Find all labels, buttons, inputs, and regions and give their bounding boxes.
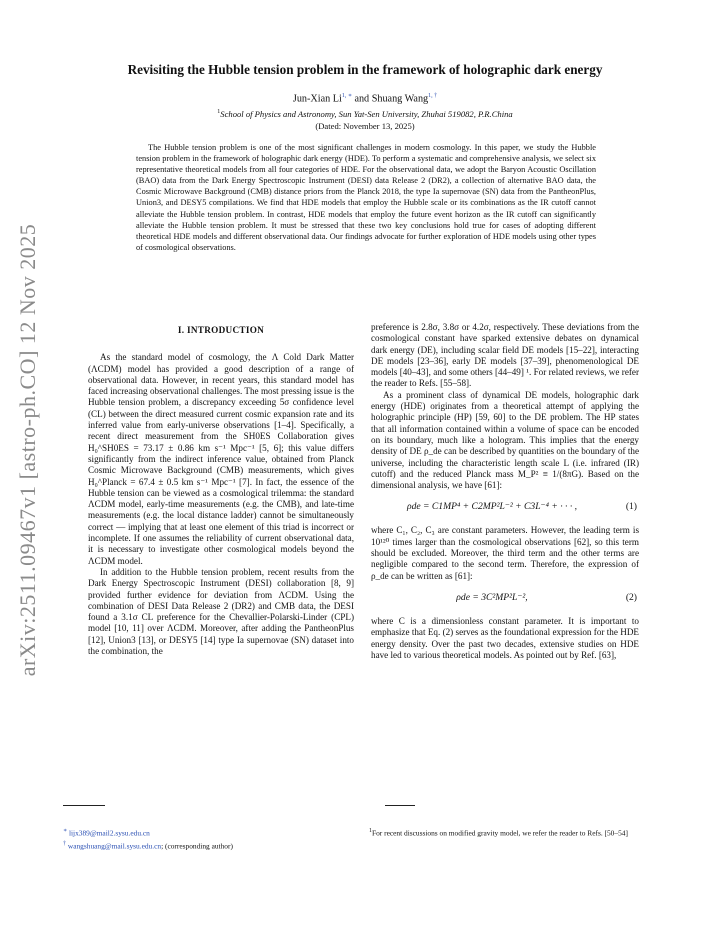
author-affil-mark[interactable]: 1, ∗ (341, 93, 352, 99)
footnote-divider (385, 805, 415, 806)
author-conjunction: and (351, 93, 372, 105)
footnote-divider (63, 805, 105, 806)
footnote-mark: † (63, 840, 66, 847)
footnote-text: For recent discussions on modified gravity model, we refer the reader to Refs. [50–54] (372, 828, 628, 838)
email-footnote (63, 839, 363, 852)
body-paragraph: where C is a dimensionless constant parameter. It is important to emphasize that Eq. (2) serves as the foundational expression for the HDE energy density. Over the past two decades, extensive studies on HDE have led to various theoretical models. As pointed out by Ref. [63], (371, 615, 639, 660)
author-list (60, 92, 670, 104)
arxiv-id-text: arXiv:2511.09467v1 [astro-ph.CO] 12 Nov 2025 (15, 223, 40, 677)
affiliation-text: School of Physics and Astronomy, Sun Yat-Sen University, Zhuhai 519082, P.R.China (220, 109, 513, 119)
email-link[interactable]: lijx389@mail2.sysu.edu.cn (68, 828, 150, 838)
intro-paragraph: As the standard model of cosmology, the Λ Cold Dark Matter (ΛCDM) model has provided a good description of a range of observational data. However, in recent years, this standard model has faced increasing observational challenges. The most pressing issue is the Hubble tension problem, a discrepancy exceeding 5σ confidence level (CL) between the direct measured current cosmic expansion rate and its inferred value from early-universe observations [1–4]. Specifically, a recent direct measurement from the SH0ES Collaboration gives H₀^SH0ES = 73.17 ± 0.86 km s⁻¹ Mpc⁻¹ [5, 6]; this value differs significantly from the indirect inference value, obtained from Planck Cosmic Microwave Background (CMB) measurements, which gives H₀^Planck = 67.4 ± 0.5 km s⁻¹ Mpc⁻¹ [7]. In fact, the essence of the Hubble tension can be viewed as a cosmological trilemma: the standard ΛCDM model, early-time measurements (e.g. the CMB), and late-time measurements (e.g. the local distance ladder) cannot be simultaneously correct — implying that at least one element of this triad is incorrect or incomplete. If one assumes the reliability of current observational data, it is necessary to investigate other cosmological models beyond the ΛCDM model. (88, 352, 354, 566)
body-paragraph: preference is 2.8σ, 3.8σ or 4.2σ, respectively. These deviations from the cosmological constant have sparked extensive debates on dynamical dark energy (DE), including scalar field DE models [15–22], interacting DE models [23–36], early DE models [37–39], phenomenological DE models [40–43], and some others [44–49] ¹. For related reviews, we refer the reader to Refs. [55–58]. (371, 322, 639, 389)
equation-number: (1) (625, 501, 637, 513)
body-paragraph: where C₁, C₂, C₃ are constant parameters. However, the leading term is 10¹²⁰ times larger than the cosmological observations [62], so this term should be excluded. Moreover, the third term and the other terms are negligible compared to the second term. Therefore, the expression of ρ_de can be written as [61]: (371, 525, 639, 581)
email-footnote (63, 826, 363, 839)
author-name: Shuang Wang (371, 93, 429, 105)
body-paragraph: As a prominent class of dynamical DE models, holographic dark energy (HDE) originates from a theoretical attempt of applying the holographic principle (HP) [59, 60] to the DE problem. The HP states that all information contained within a volume of space can be encoded on its boundary, much like a hologram. This implies that the energy density of DE ρ_de can be described by quantities on the boundary of the universe, including the characteristic length scale L (i.e. infrared (IR) cutoff) and the reduced Planck mass M_P² ≡ 1/(8πG). Based on the dimensional analysis, we have [61]: (371, 389, 639, 491)
abstract: The Hubble tension problem is one of the most significant challenges in modern cosmology. In this paper, we study the Hubble tension problem in the framework of holographic dark energy (HDE). To perform a systematic and comprehensive analysis, we select six representative theoretical models from all four categories of HDE. For the observational data, we adopt the Baryon Acoustic Oscillation (BAO) data from the Dark Energy Spectroscopic Instrument (DESI) data Release 2 (DR2), a collection of alternative BAO data, the Cosmic Microwave Background (CMB) distance priors from the Planck 2018, the type Ia supernovae (SN) data from the PantheonPlus, Union3, and DESY5 compilations. We find that HDE models that employ the Hubble scale or its combinations as the IR cutoff cannot alleviate the Hubble tension problem. In contrast, HDE models that employ the future event horizon as the IR cutoff can significantly alleviate the Hubble tension problem. It must be stressed that these two key conclusions hold true for cases of adopting different theoretical HDE models and different observational data. Our findings advocate for further exploration of HDE models using other types of cosmological observations. (136, 143, 596, 252)
footnote-mark: 1 (369, 828, 372, 834)
equation-expression: ρde = C1MP⁴ + C2MP²L⁻² + C3L⁻⁴ + · · · , (406, 501, 578, 513)
paper-title: Revisiting the Hubble tension problem in the framework of holographic dark energy (127, 62, 603, 77)
date-line: (Dated: November 13, 2025) (315, 121, 415, 131)
affiliation (60, 109, 670, 119)
affiliation-mark: 1 (217, 109, 221, 116)
left-column (88, 322, 354, 657)
right-column (371, 322, 639, 661)
email-link[interactable]: wangshuang@mail.sysu.edu.cn (67, 841, 162, 851)
author-affil-mark[interactable]: 1, † (428, 93, 438, 99)
equation-expression: ρde = 3C²MP²L⁻², (456, 591, 528, 603)
equation-number: (2) (625, 591, 637, 603)
email-footnotes (63, 826, 363, 852)
footnote-mark: ∗ (63, 828, 68, 834)
author-name: Jun-Xian Li (292, 93, 342, 105)
equation-1 (371, 497, 639, 519)
intro-paragraph: In addition to the Hubble tension problem, recent results from the Dark Energy Spectroscopic Instrument (DESI) collaboration [8, 9] provided further evidence for deviation from ΛCDM. Using the combination of DESI Data Release 2 (DR2) and CMB data, the DESI found a 3.1σ CL preference for the Chevallier-Polarski-Linder (CPL) model [10, 11] over ΛCDM. Moreover, after adding the PantheonPlus [12], Union3 [13], or DESY5 [14] type Ia supernovae (SN) dataset into the combination, the (88, 566, 354, 657)
arxiv-identifier (8, 223, 48, 677)
section-heading: I. INTRODUCTION (177, 325, 265, 335)
equation-2 (371, 588, 639, 610)
footnote-note: ; (corresponding author) (161, 841, 233, 851)
footnote-1 (369, 826, 641, 839)
